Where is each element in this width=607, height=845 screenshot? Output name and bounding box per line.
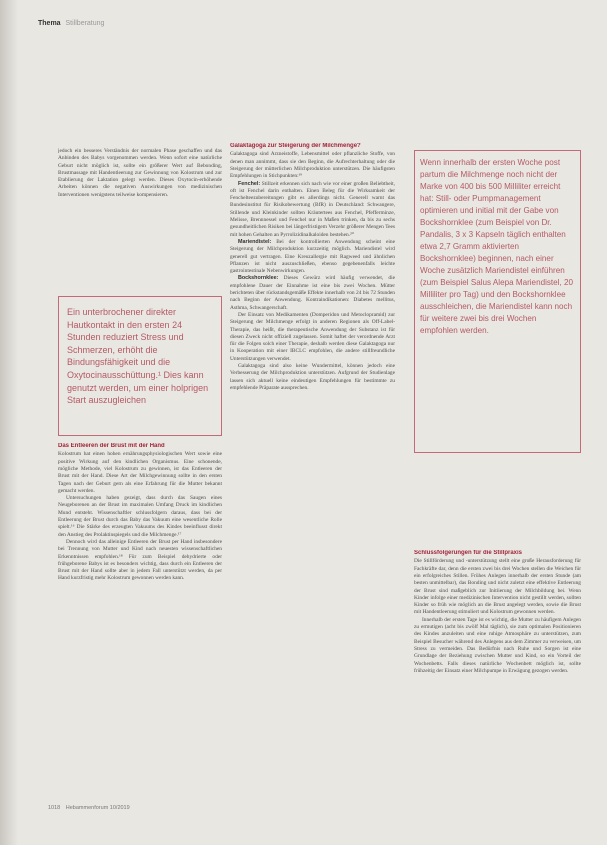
section-heading-hand-expression: Das Entleeren der Brust mit der Hand xyxy=(58,443,165,449)
body-paragraph: Galaktagoga sind also keine Wundermittel, können jedoch eine Verbesserung der Milchproduktion unterstützen. Aufgrund der Studienlage lassen sich aktuell keine eindeutigen Empfehlungen für bestimmte zu empfehlende Präparate aussprechen. xyxy=(230,363,395,391)
running-head-thema: Thema xyxy=(38,20,61,27)
practice-tip-box xyxy=(414,150,581,453)
body-paragraph: Bockshornklee: Dieses Gewürz wird häufig verwendet, die empfohlene Dauer der Einnahme ist eine bis zwei Wochen. Mütter berichteten über rückstandsgemäße Effekte innerhalb von 24 bis 72 Stunden nach Beginn der Anwendung. Kontraindikationen: Diabetes mellitus, Asthma, Schwangerschaft. xyxy=(230,275,395,311)
inline-term: Mariendistel: xyxy=(238,238,272,245)
body-paragraph: Untersuchungen haben gezeigt, dass durch das Saugen eines Neugeborenen an der Brust im maximalen Umfang Druck im kindlichen Mund entsteht. Wissenschaftler schlussfolgern daraus, dass bei der Entleerung der Brust durch das Baby das Vakuum eine wesentliche Rolle spielt.¹⁶ Die Stärke des erzeugten Vakuums des Kindes beeinflusst direkt den Anstieg des Prolaktinspiegels und die Milchmenge.¹⁷ xyxy=(58,495,222,538)
section-heading-conclusions: Schlussfolgerungen für die Stillpraxis xyxy=(414,550,523,556)
body-paragraph: Dennoch wird das alleinige Entleeren der Brust per Hand insbesondere bei Trennung von Mutter und Kind nach neuesten wissenschaftlichen Erkenntnissen empfohlen.¹⁸ Für zum Beispiel dehydrierte oder frühgeborene Babys ist es besonders wichtig, dass durch ein Entleeren der Brust mit der Hand sollte aber in jedem Fall unterstützt werden, da per Hand kurzfristig mehr Kolostrum gewonnen werden kann. xyxy=(58,538,222,582)
intro-paragraph: jedoch ein besseres Verständnis der normalen Phase geschaffen und das Anbinden des Babys vorgenommen werden. Wenn sofort eine natürliche Geburt nicht möglich ist, sollte ein größerer Wert auf Bebonding, Brustmassage mit Handentleerung zur Gewinnung von Kolostrum und zur Etablierung der Laktation gelegt werden. Dieses Oxytocin-erhöhende Arbeiten können die negativen Auswirkungen von medizinischen Interventionen wenigstens teilweise kompensieren. xyxy=(58,148,222,198)
body-paragraph: Die Stillförderung und -unterstützung stellt eine große Herausforderung für Fachkräfte dar, denn die ersten zwei bis drei Wochen stellen die Weichen für ein erfolgreiches Stillen. Frühes Anlegen innerhalb der ersten Stunde (am besten unmittelbar), das Bonding und nicht zuletzt eine effektive Entleerung der Brust sind maßgeblich zur Initiierung der Milchbildung bei. Wenn Kinder infolge einer medizinischen Intervention nicht gestillt werden, sollten Kinder so früh wie möglich an die Brust angelegt werden, sowie die Brust mit Handentleerung stimuliert und Kolostrum gewonnen werden. xyxy=(414,558,581,616)
body-paragraph: Der Einsatz von Medikamenten (Domperidon und Metoclopramid) zur Steigerung der Milchmenge erfolgt in anderen Regionen als Off-Label-Therapie, das heißt, die therapeutische Anwendung der Substanz ist für diesen Zweck nicht offiziell zugelassen. Somit haftet der verordnende Arzt für die Folgen solch einer Therapie, deshalb werden diese Galaktagoga nur in Kooperation mit einer IBCLC empfohlen, die andere stillfreundliche Unterstützungen verwendet. xyxy=(230,311,395,362)
page-footer xyxy=(48,805,130,811)
pullquote-text: Ein unterbrochener direkter Hautkontakt in den ersten 24 Stunden reduziert Stress und Schmerzen, erhöht die Bindungsfähigkeit und die Oxytocinausschüttung.¹ Dies kann genutzt werden, um einer holprigen Start auszugleichen xyxy=(67,307,209,406)
journal-name: Hebammenforum 10/2019 xyxy=(65,805,130,811)
page-gutter-shadow xyxy=(0,0,18,845)
pullquote-box xyxy=(58,296,222,436)
body-paragraph: Kolostrum hat einen hohen ernährungsphysiologischen Wert sowie eine positive Wirkung auf den kindlichen Organismus. Eine schonende, mögliche Methode, viel Kolostrum zu gewinnen, ist das Entleeren der Brust mit der Hand. Diese Art der Milchgewinnung sollte in den ersten Tagen nach der Geburt gern als eine Erfahrung für die Mutter bekannt gemacht werden. xyxy=(58,451,222,494)
body-paragraph: Fenchel: Stillzeit erkennen sich nach wie vor einer großen Beliebtheit, oft ist Fenchel darin enthalten. Einen Beleg für die Wirksamkeit der Fenchelteezubereitungen gibt es allerdings nicht. Generell warnt das Bundesinstitut für Risikobewertung (BfR) in Deutschland: Schwangere, Stillende und Kleinkinder sollten Kräutertees aus Fenchel, Pfefferminze, Melisse, Brennnessel und Fenchel nur in Maßen trinken, da bis zu sechs gesundheitlichen Risiken bei längerfristigem Verzehr größerer Mengen Tees mit hohen Gehalten an Pyrrolizidinalkaloiden bestehen.²⁰ xyxy=(230,180,395,238)
column-1-section xyxy=(58,443,222,795)
inline-term: Bockshornklee: xyxy=(238,275,279,282)
body-paragraph: Mariendistel: Bei der kontrollierten Anwendung scheint eine Steigerung der Milchproduktion kurzzeitig möglich. Mariendistel wird generell gut vertragen. Eine Kreuzallergie mit Ragweed und ähnlichen Pflanzen ist nicht auszuschließen, ebenso gegebenenfalls leichte gastrointestinale Nebenwirkungen. xyxy=(230,238,395,275)
column-3-section xyxy=(414,550,581,795)
inline-term: Fenchel: xyxy=(238,180,261,187)
column-2 xyxy=(230,143,395,795)
body-paragraph: Galaktagoga sind Arzneistoffe, Lebensmittel oder pflanzliche Stoffe, von denen man annimmt, dass sie den Beginn, die Aufrechterhaltung oder die Steigerung der mütterlichen Milchproduktion unterstützen. Die häufigsten Empfehlungen in Stichpunkten:¹⁹ xyxy=(230,151,395,180)
running-head-section: Stillberatung xyxy=(65,20,105,27)
body-paragraph: Innerhalb der ersten Tage ist es wichtig, die Mutter zu häufigem Anlegen zu ermutigen (acht bis zwölf Mal täglich), sie zum optimalen Positionieren des Kindes anzuleiten und eine ruhige Atmosphäre zu unterstützen, zum Beispiel Besucher während des Anlegens aus dem Zimmer zu verweisen, um Stress zu vermeiden. Das Bedürfnis nach Ruhe und Sorgen ist eine Grundlage der Beziehung zwischen Mutter und Kind, so ein Vorteil der Wochenbetts. Falls dieses natürliche Wochenbett möglich ist, sollte frühzeitig der Einsatz einer Milchpumpe in Erwägung gezogen werden. xyxy=(414,616,581,674)
column-1-intro xyxy=(58,148,222,291)
running-head xyxy=(38,20,104,27)
section-heading-galaktagoga: Galaktagoga zur Steigerung der Milchmenge? xyxy=(230,143,361,149)
page-number: 1018 xyxy=(48,805,61,811)
practice-tip-text: Wenn innerhalb der ersten Woche post partum die Milchmenge noch nicht der Marke von 400 bis 500 Milliliter erreicht hat: Still- oder Pumpmanagement optimieren und initial mit der Gabe von Bockshornklee (zum Beispiel von Dr. Pandalis, 3 x 3 Kapseln täglich enthalten etwa 2,7 Gramm aktivierten Bockshornklee) beginnen, nach einer Woche zusätzlich Mariendistel einführen (zum Beispiel Salus Alepa Mariendistel, 20 Milliliter pro Tag) und den Bockshornklee ausschleichen, die Mariendistel kann noch für weitere zwei bis drei Wochen empfohlen werden. xyxy=(420,158,573,335)
